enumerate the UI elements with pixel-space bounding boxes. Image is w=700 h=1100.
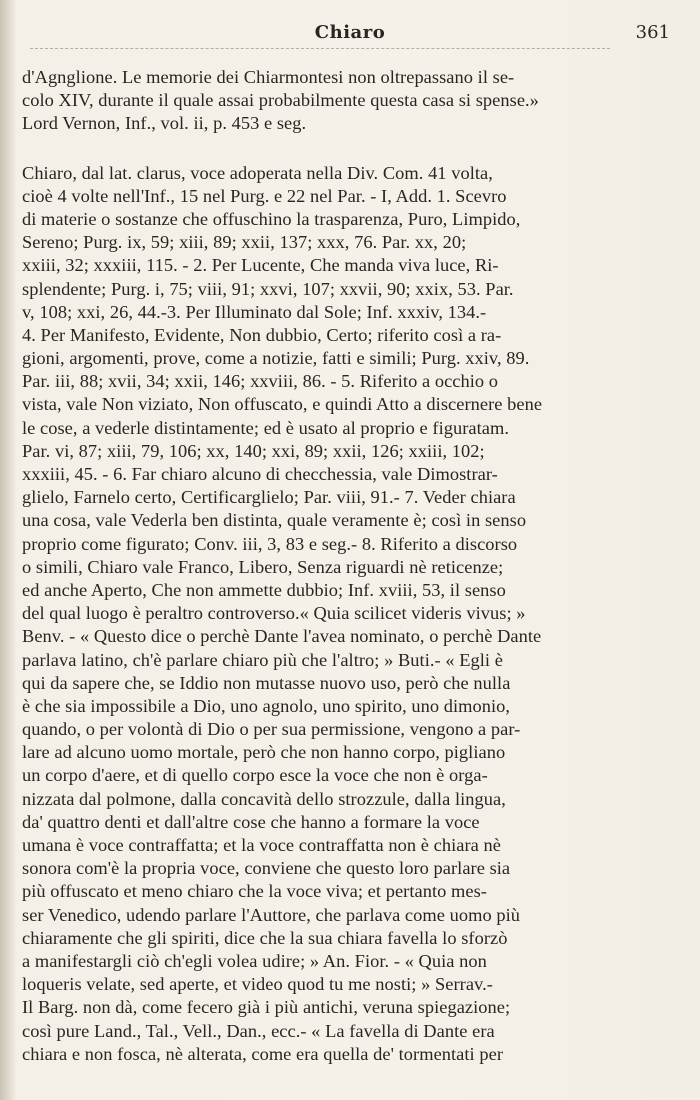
text-line: di materie o sostanze che offuschino la trasparenza, Puro, Limpido,: [22, 208, 521, 229]
text-line: lare ad alcuno uomo mortale, però che non hanno corpo, pigliano: [22, 742, 506, 763]
text-line: xxxiii, 45. - 6. Far chiaro alcuno di checchessia, vale Dimostrar-: [22, 464, 498, 484]
text-line: Chiaro, dal lat. clarus, voce adoperata nella Div. Com. 41 volta,: [22, 162, 493, 183]
text-line: una cosa, vale Vederla ben distinta, quale veramente è; così in senso: [22, 510, 527, 531]
text-line: parlava latino, ch'è parlare chiaro più che l'altro; » Buti.- « Egli è: [22, 649, 503, 670]
text-line: ser Venedico, udendo parlare l'Auttore, che parlava come uomo più: [22, 904, 520, 925]
paragraph-gap: [22, 136, 612, 162]
text-line: Sereno; Purg. ix, 59; xiii, 89; xxii, 137; xxx, 76. Par. xx, 20;: [22, 232, 467, 253]
text-line: colo XIV, durante il quale assai probabilmente questa casa si spense.»: [22, 90, 539, 111]
text-line: Lord Vernon, Inf., vol. ii, p. 453 e seg.: [22, 113, 307, 134]
text-line: 4. Per Manifesto, Evidente, Non dubbio, Certo; riferito così a ra-: [22, 324, 502, 345]
text-line: è che sia impossibile a Dio, uno agnolo, uno spirito, uno dimonio,: [22, 695, 511, 716]
text-line: più offuscato et meno chiaro che la voce viva; et pertanto mes-: [22, 881, 487, 902]
text-line: Par. vi, 87; xiii, 79, 106; xx, 140; xxi, 89; xxii, 126; xxiii, 102;: [22, 440, 485, 461]
text-line: umana è voce contraffatta; et la voce contraffatta non è chiara nè: [22, 835, 501, 855]
paragraph-chiaro-entry: [22, 162, 612, 1066]
text-line: splendente; Purg. i, 75; viii, 91; xxvi, 107; xxvii, 90; xxix, 53. Par.: [22, 278, 514, 299]
text-line: d'Agnglione. Le memorie dei Chiarmontesi non oltrepassano il se-: [22, 67, 515, 87]
text-line: un corpo d'aere, et di quello corpo esce la voce che non è orga-: [22, 765, 488, 786]
header-rule: [30, 48, 610, 49]
spine-shadow: [0, 0, 16, 1100]
text-line: da' quattro denti et dall'altre cose che hanno a formare la voce: [22, 811, 480, 832]
running-head-title: Chiaro: [314, 22, 386, 43]
text-line: loqueris velate, sed aperte, et video quod tu me nosti; » Serrav.-: [22, 974, 493, 995]
text-line: Il Barg. non dà, come fecero già i più antichi, veruna spiegazione;: [22, 997, 511, 1018]
text-line: nizzata dal polmone, dalla concavità dello strozzule, dalla lingua,: [22, 788, 506, 809]
body-text: [22, 66, 612, 1066]
text-line: del qual luogo è peraltro controverso.« Quia scilicet videris vivus; »: [22, 603, 526, 624]
text-line: ed anche Aperto, Che non ammette dubbio; Inf. xviii, 53, il senso: [22, 579, 506, 600]
running-head: [30, 18, 670, 50]
text-line: le cose, a vederle distintamente; ed è usato al proprio e figuratam.: [22, 417, 509, 438]
page-number: 361: [635, 22, 670, 43]
text-line: chiaramente che gli spiriti, dice che la sua chiara favella lo sforzò: [22, 927, 508, 948]
text-line: o simili, Chiaro vale Franco, Libero, Senza riguardi nè reticenze;: [22, 556, 504, 577]
text-line: a manifestargli ciò ch'egli volea udire; » An. Fior. - « Quia non: [22, 950, 487, 971]
text-line: così pure Land., Tal., Vell., Dan., ecc.- « La favella di Dante era: [22, 1020, 495, 1041]
text-line: glielo, Farnelo certo, Certificarglielo; Par. viii, 91.- 7. Veder chiara: [22, 487, 516, 508]
text-line: chiara e non fosca, nè alterata, come era quella de' tormentati per: [22, 1043, 503, 1064]
text-line: gioni, argomenti, prove, come a notizie, fatti e simili; Purg. xxiv, 89.: [22, 348, 530, 369]
text-line: v, 108; xxi, 26, 44.-3. Per Illuminato dal Sole; Inf. xxxiv, 134.-: [22, 301, 487, 322]
text-line: vista, vale Non viziato, Non offuscato, e quindi Atto a discernere bene: [22, 394, 543, 415]
text-line: qui da sapere che, se Iddio non mutasse nuovo uso, però che nulla: [22, 672, 511, 693]
text-line: sonora com'è la propria voce, conviene che questo loro parlare sia: [22, 858, 511, 879]
text-line: cioè 4 volte nell'Inf., 15 nel Purg. e 22 nel Par. - I, Add. 1. Scevro: [22, 185, 507, 206]
text-line: quando, o per volontà di Dio o per sua permissione, vengono a par-: [22, 719, 521, 740]
paragraph-1: [22, 66, 612, 136]
text-line: xxiii, 32; xxxiii, 115. - 2. Per Lucente, Che manda viva luce, Ri-: [22, 255, 499, 276]
text-line: Par. iii, 88; xvii, 34; xxii, 146; xxviii, 86. - 5. Riferito a occhio o: [22, 371, 499, 392]
text-line: proprio come figurato; Conv. iii, 3, 83 e seg.- 8. Riferito a discorso: [22, 533, 518, 554]
text-line: Benv. - « Questo dice o perchè Dante l'avea nominato, o perchè Dante: [22, 626, 542, 647]
